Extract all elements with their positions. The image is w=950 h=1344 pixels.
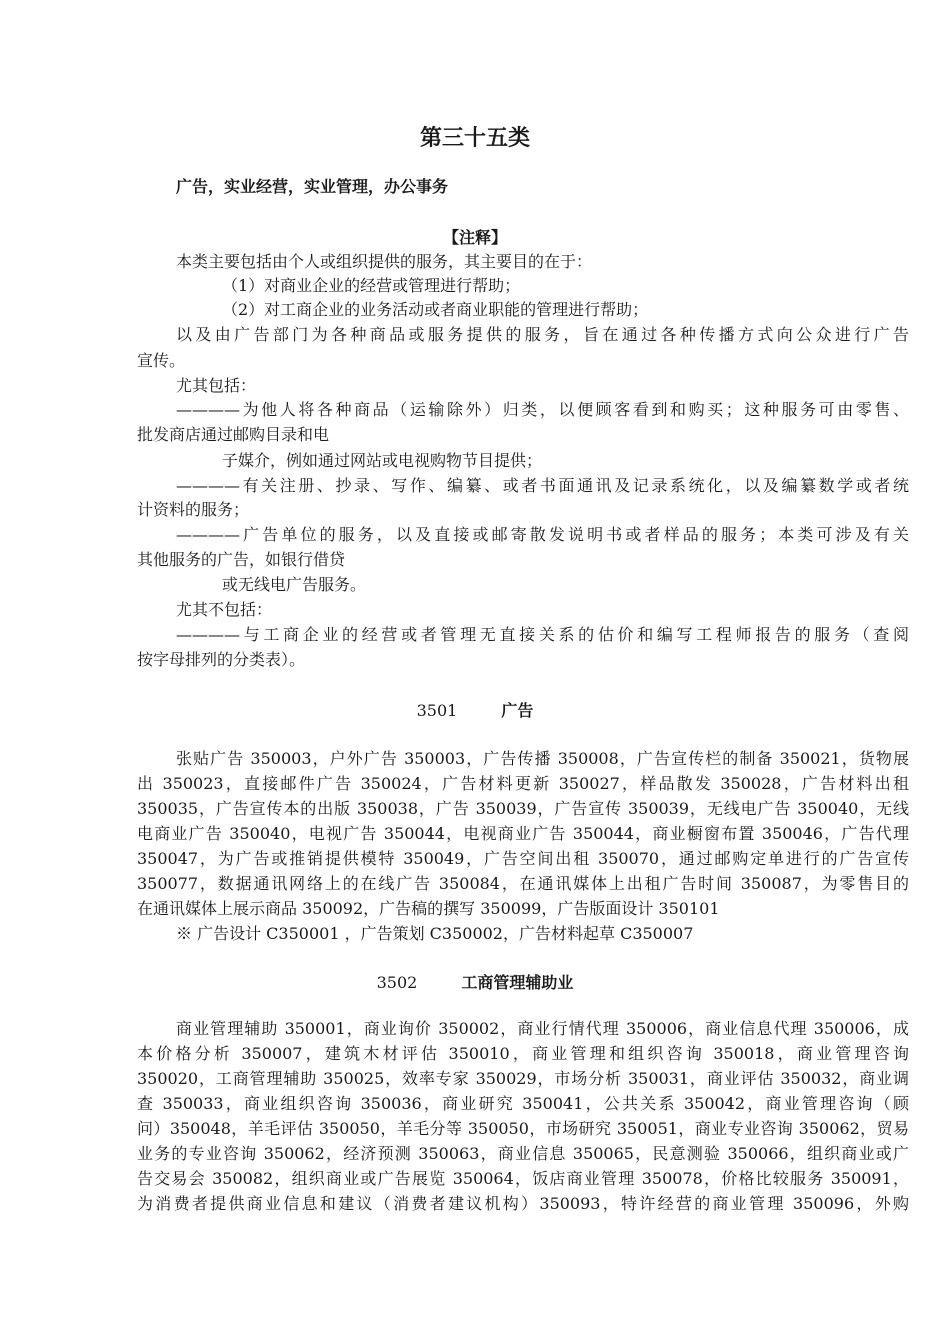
exclude-item-line: ————与工商企业的经营或者管理无直接关系的估价和编写工程师报告的服务（查阅 xyxy=(176,625,909,644)
section-text-line: 本价格分析 350007，建筑木材评估 350010，商业管理和组织咨询 350018，商业管理咨询 xyxy=(137,1044,909,1063)
include-item-line: ————为他人将各种商品（运输除外）归类，以便顾客看到和购买；这种服务可由零售、 xyxy=(176,400,909,419)
section-text-line: 问）350048，羊毛评估 350050，羊毛分等 350050，市场研究 350051，商业专业咨询 350062，贸易 xyxy=(137,1119,909,1138)
note-item-2: （2）对工商企业的业务活动或者商业职能的管理进行帮助； xyxy=(222,300,649,319)
section-name: 广告 xyxy=(501,701,534,720)
section-text-line: 电商业广告 350040，电视广告 350044，电视商业广告 350044，商业橱窗布置 350046，广告代理 xyxy=(137,824,909,843)
section-number: 3502 xyxy=(376,973,418,992)
include-item-line: 或无线电广告服务。 xyxy=(222,575,367,594)
note-also-line: 以及由广告部门为各种商品或服务提供的服务，旨在通过各种传播方式向公众进行广告 xyxy=(176,325,909,344)
section-text-line: 查 350033，商业组织咨询 350036，商业研究 350041，公共关系 350042，商业管理咨询（顾 xyxy=(137,1094,909,1113)
page-title: 第三十五类 xyxy=(419,126,530,151)
section-text-line: 商业管理辅助 350001，商业询价 350002，商业行情代理 350006，商业信息代理 350006，成 xyxy=(176,1019,909,1038)
section-heading-3501 xyxy=(0,699,950,723)
section-text-line: 350035，广告宣传本的出版 350038，广告 350039，广告宣传 350039，无线电广告 350040，无线 xyxy=(137,799,909,818)
note-intro: 本类主要包括由个人或组织提供的服务，其主要目的在于： xyxy=(176,252,593,271)
section-note-line: ※ 广告设计 C350001 ，广告策划 C350002，广告材料起草 C350007 xyxy=(176,924,694,943)
section-name: 工商管理辅助业 xyxy=(461,973,574,992)
include-heading: 尤其包括： xyxy=(176,376,257,395)
exclude-item-line: 按字母排列的分类表）。 xyxy=(137,650,306,669)
section-text-line: 业务的专业咨询 350062，经济预测 350063，商业信息 350065，民意测验 350066，组织商业或广 xyxy=(137,1144,909,1163)
section-text-line: 350077，数据通讯网络上的在线广告 350084，在通讯媒体上出租广告时间 350087，为零售目的 xyxy=(137,874,909,893)
exclude-heading: 尤其不包括： xyxy=(176,600,273,619)
include-item-line: 批发商店通过邮购目录和电 xyxy=(137,425,330,444)
section-text-line: 告交易会 350082，组织商业或广告展览 350064，饭店商业管理 350078，价格比较服务 350091， xyxy=(137,1169,909,1188)
section-text-line: 为消费者提供商业信息和建议（消费者建议机构）350093，特许经营的商业管理 350096，外购 xyxy=(137,1194,909,1213)
note-also-line: 宣传。 xyxy=(137,351,186,370)
section-text-line: 在通讯媒体上展示商品 350092，广告稿的撰写 350099，广告版面设计 350101 xyxy=(137,899,720,918)
section-text-line: 350020，工商管理辅助 350025，效率专家 350029，市场分析 350031，商业评估 350032，商业调 xyxy=(137,1069,909,1088)
section-text-line: 出 350023，直接邮件广告 350024，广告材料更新 350027，样品散发 350028，广告材料出租 xyxy=(137,774,909,793)
include-item-line: 计资料的服务； xyxy=(137,500,250,519)
include-item-line: ————有关注册、抄录、写作、编纂、或者书面通讯及记录系统化，以及编纂数学或者统 xyxy=(176,476,909,495)
section-heading-3502 xyxy=(0,971,950,995)
section-text-line: 350047，为广告或推销提供模特 350049，广告空间出租 350070，通过邮购定单进行的广告宣传 xyxy=(137,849,909,868)
section-text-line: 张贴广告 350003，户外广告 350003，广告传播 350008，广告宣传栏的制备 350021，货物展 xyxy=(176,749,909,768)
include-item-line: ————广告单位的服务，以及直接或邮寄散发说明书或者样品的服务；本类可涉及有关 xyxy=(176,525,909,544)
note-heading: 【注释】 xyxy=(442,228,507,247)
include-item-line: 其他服务的广告，如银行借贷 xyxy=(137,550,346,569)
note-item-1: （1）对商业企业的经营或管理进行帮助； xyxy=(222,276,521,295)
section-number: 3501 xyxy=(416,701,458,720)
include-item-line: 子媒介，例如通过网站或电视购物节目提供； xyxy=(222,451,543,470)
class-subtitle: 广告，实业经营，实业管理，办公事务 xyxy=(176,177,449,196)
